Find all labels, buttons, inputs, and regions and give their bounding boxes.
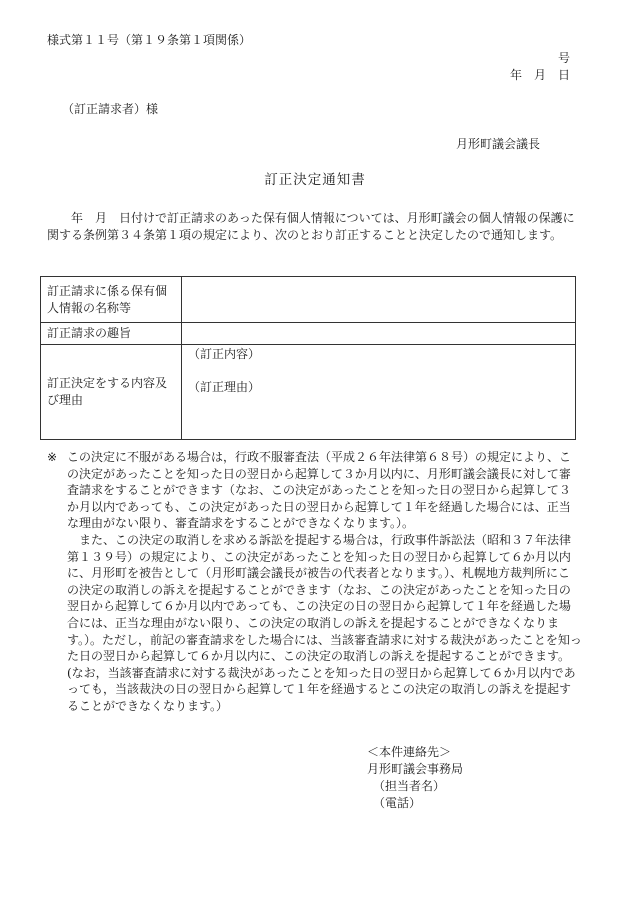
sender: 月形町議会議長 xyxy=(455,137,540,151)
table-row xyxy=(41,277,576,323)
row-label-decision: 訂正決定をする内容及び理由 xyxy=(41,345,182,440)
row-label-info-name: 訂正請求に係る保有個人情報の名称等 xyxy=(41,277,182,323)
contact-office: 月形町議会事務局 xyxy=(367,762,464,776)
row-value-info-name xyxy=(182,277,576,323)
row-value-decision xyxy=(182,345,576,440)
contact-heading: ＜本件連絡先＞ xyxy=(367,745,452,759)
correction-content-label: （訂正内容） xyxy=(188,347,261,361)
body-text: 年 月 日付けで訂正請求のあった保有個人情報については、月形町議会の個人情報の保護に関する条例第３４条第１項の規定により、次のとおり訂正することと決定したので通知します。 xyxy=(47,211,575,242)
form-number: 様式第１１号（第１９条第１項関係） xyxy=(47,33,252,47)
row-value-request-purpose xyxy=(182,323,576,345)
row-label-request-purpose: 訂正請求の趣旨 xyxy=(41,323,182,345)
appeal-note xyxy=(47,449,582,715)
note-paragraph-1 xyxy=(47,449,582,532)
note-paragraph-2: また、この決定の取消しを求める訴訟を提起する場合は，行政事件訴訟法（昭和３７年法律第１３９号）の規定により、この決定があったことを知った日の翌日から起算して６か月以内に、月形町を被告として（月形町議会議長が被告の代表者となります。）、札幌地方裁判所にこの決定の取消しの訴えを提起することができます（なお、この決定があったことを知った日の翌日から起算して６か月以内であっても、この決定の日の翌日から起算して１年を経過した場合には、正当な理由がない限り、この決定の取消しの訴えを提起することができなくなります。）。ただし，前記の審査請求をした場合には、当該審査請求に対する裁決があったことを知った日の翌日から起算して６か月以内に、この決定の取消しの訴えを提起することができます。(なお，当該審査請求に対する裁決があったことを知った日の翌日から起算して６か月以内であっても，当該裁決の日の翌日から起算して１年を経過するとこの決定の取消しの訴えを提起することができなくなります。） xyxy=(67,532,582,713)
table-row xyxy=(41,345,576,440)
note-mark: ※ xyxy=(47,450,58,464)
correction-reason-label: （訂正理由） xyxy=(188,380,261,394)
info-table xyxy=(40,276,576,440)
table-row xyxy=(41,323,576,345)
addressee: （訂正請求者）様 xyxy=(62,102,159,116)
document-number-label: 号 xyxy=(557,51,570,65)
contact-block xyxy=(367,744,463,812)
contact-person: （担当者名） xyxy=(373,779,446,793)
document-title: 訂正決定通知書 xyxy=(264,172,366,188)
date-label: 年 月 日 xyxy=(509,68,570,82)
contact-phone: （電話） xyxy=(373,796,422,810)
note-paragraph-1-text: この決定に不服がある場合は，行政不服審査法（平成２６年法律第６８号）の規定により、この決定があったことを知った日の翌日から起算して３か月以内に、月形町議会議長に対して審査請求をすることができます（なお、この決定があったことを知った日の翌日から起算して３か月以内であっても、この決定があった日の翌日から起算して１年を経過した場合には、正当な理由がない限り、審査請求をすることができなくなります。）。 xyxy=(67,450,572,531)
